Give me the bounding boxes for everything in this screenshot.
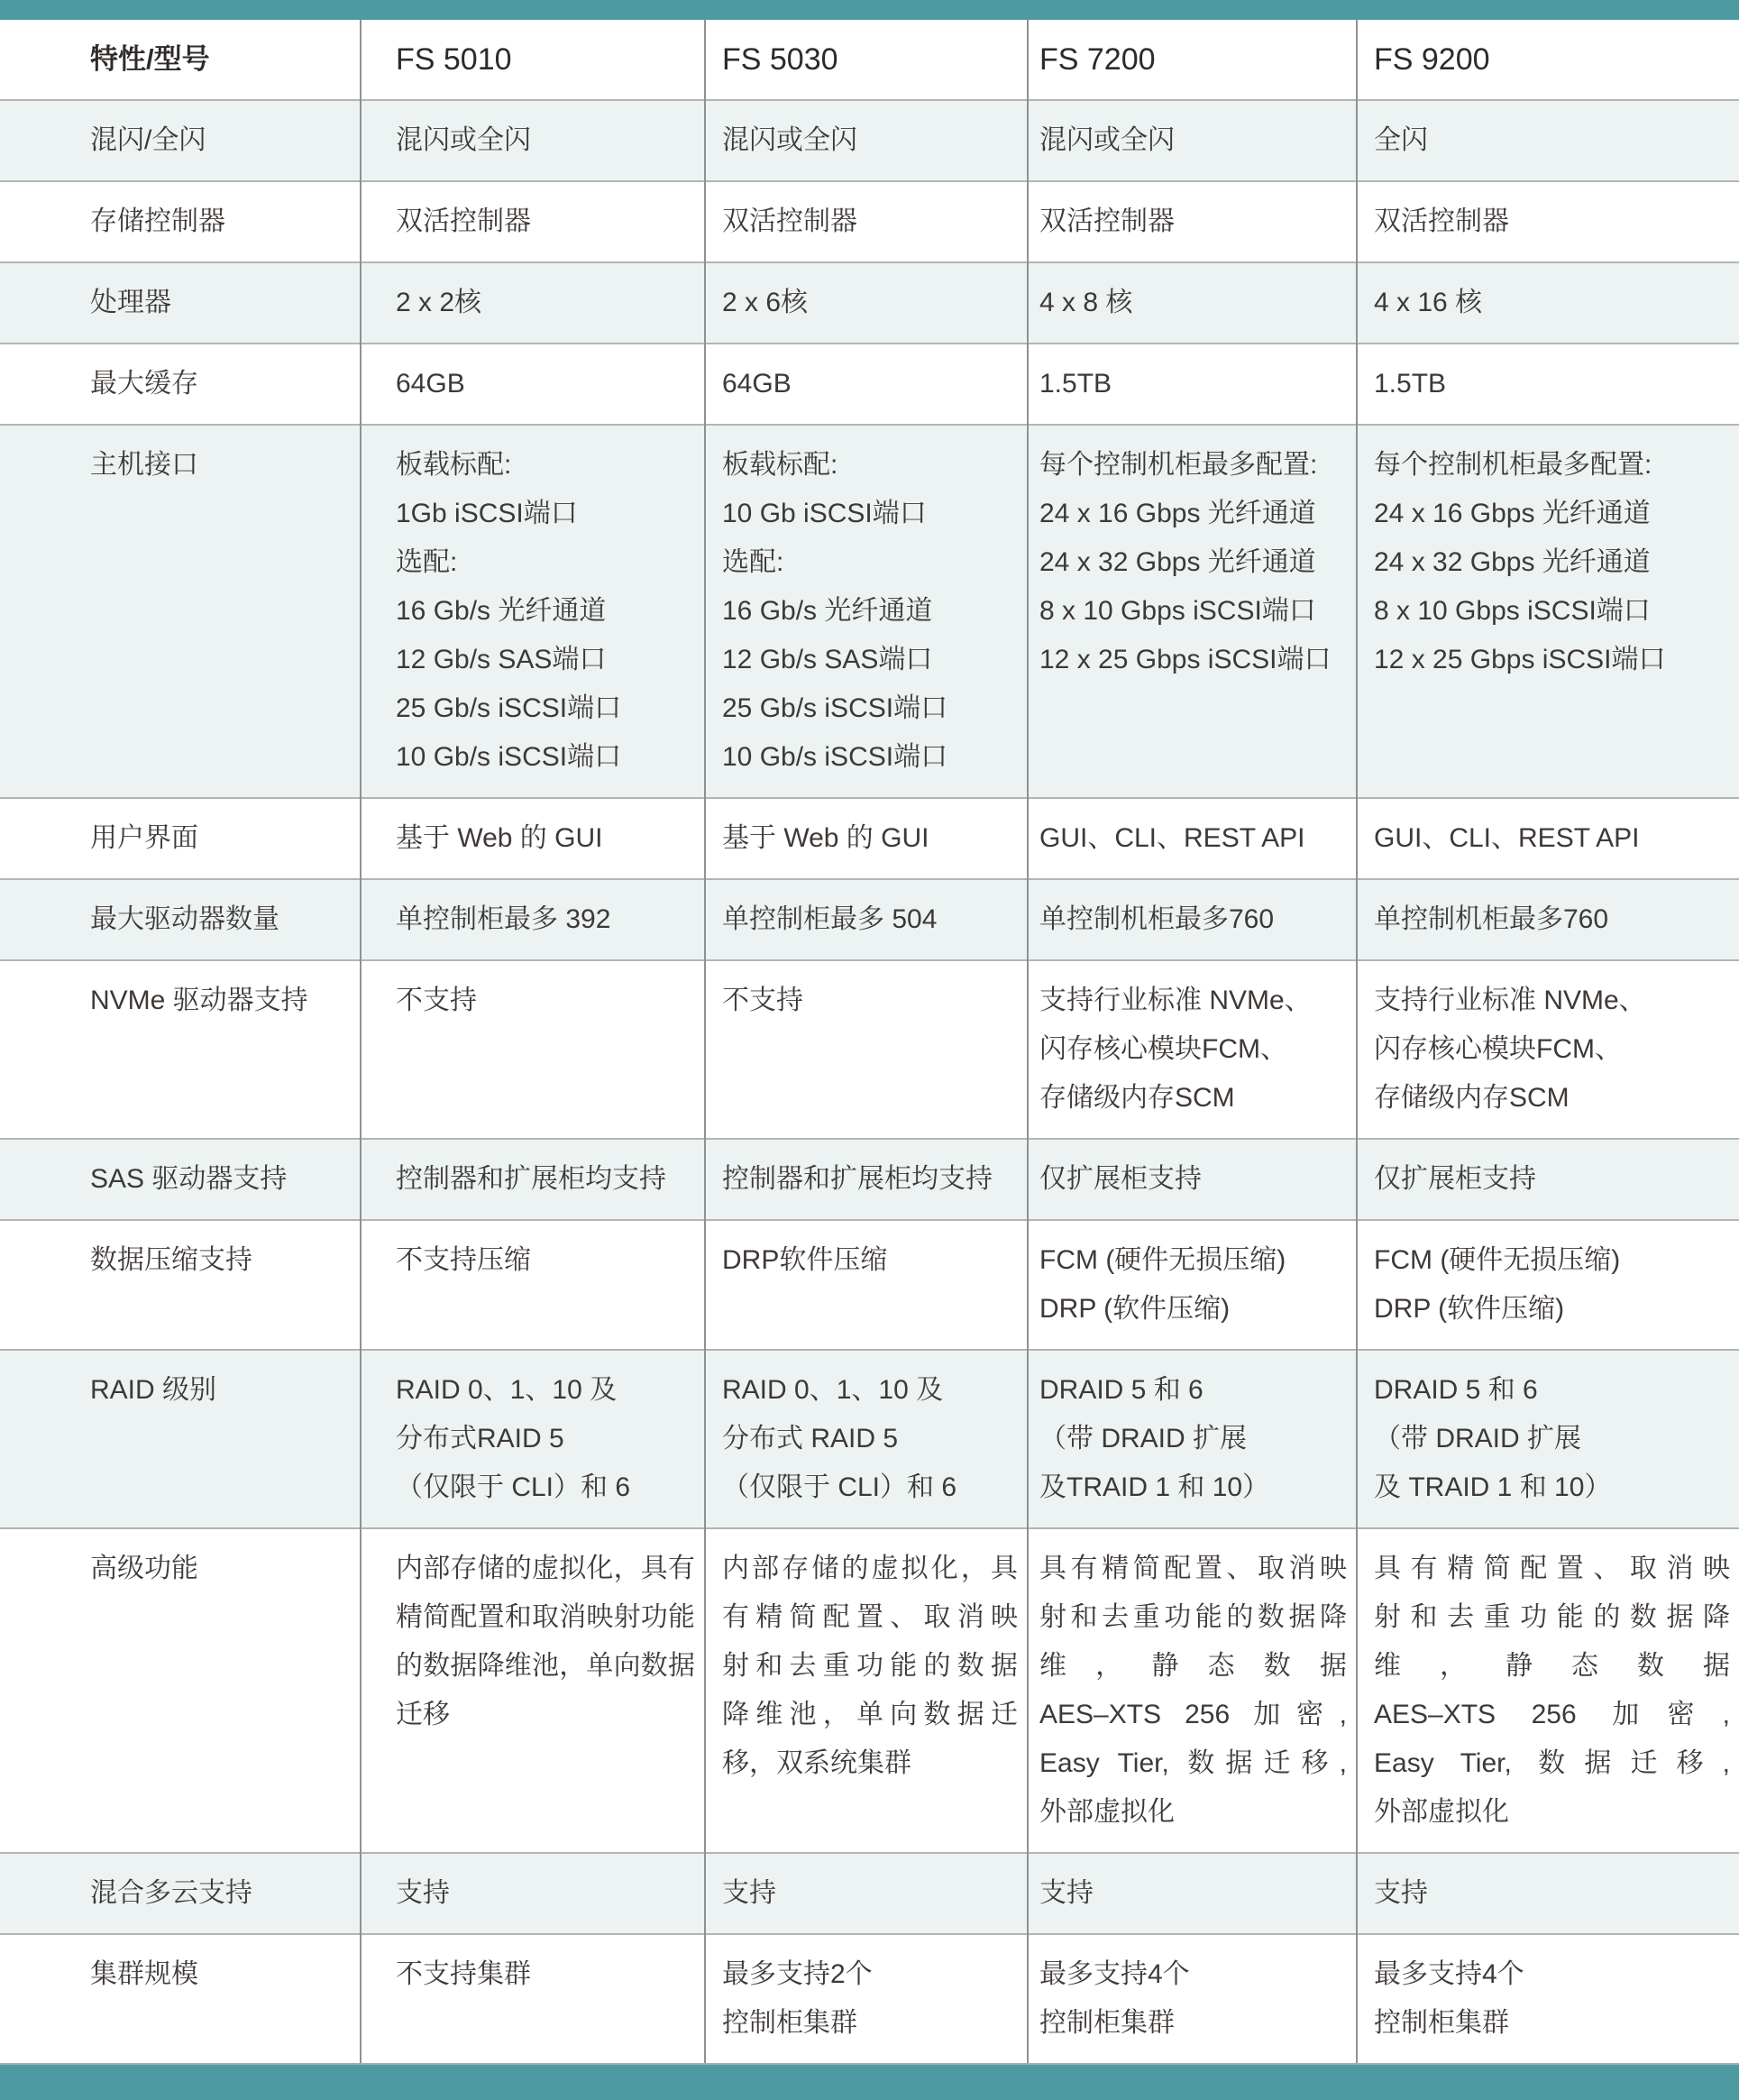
cell-line: 迁移 — [396, 1700, 450, 1729]
cell-line: 及 TRAID 1 和 10） — [1374, 1472, 1612, 1502]
table-body — [0, 100, 1739, 2064]
cell-line: 维，静态数据 — [1374, 1651, 1730, 1681]
cell-line: 24 x 16 Gbps 光纤通道 — [1039, 499, 1316, 528]
row-label: 用户界面 — [0, 798, 361, 879]
table-cell — [1357, 425, 1739, 798]
table-cell — [1357, 1528, 1739, 1853]
cell-line: 16 Gb/s 光纤通道 — [722, 596, 933, 626]
table-cell: 控制器和扩展柜均支持 — [361, 1139, 705, 1220]
table-cell: 双活控制器 — [1028, 181, 1357, 262]
cell-line: 8 x 10 Gbps iSCSI端口 — [1039, 596, 1316, 626]
table-row-nvme-support — [0, 960, 1739, 1139]
table-cell — [1357, 1934, 1739, 2064]
cell-line: DRP (软件压缩) — [1374, 1294, 1565, 1324]
table-cell: 单控制机柜最多760 — [1357, 879, 1739, 960]
table-cell: 支持 — [361, 1853, 705, 1934]
table-cell — [705, 425, 1028, 798]
cell-line: 有精简配置、取消映 — [722, 1602, 1018, 1632]
row-label: 混闪/全闪 — [0, 100, 361, 181]
table-cell: 64GB — [361, 344, 705, 425]
cell-line: 外部虚拟化 — [1374, 1797, 1509, 1827]
table-cell: 1.5TB — [1357, 344, 1739, 425]
row-label: SAS 驱动器支持 — [0, 1139, 361, 1220]
cell-line: 24 x 16 Gbps 光纤通道 — [1374, 499, 1651, 528]
table-cell: 仅扩展柜支持 — [1357, 1139, 1739, 1220]
cell-line: （仅限于 CLI）和 6 — [722, 1472, 957, 1502]
cell-line: 具有精简配置、取消映 — [1374, 1554, 1730, 1583]
cell-line: 选配: — [396, 547, 458, 577]
cell-line: AES–XTS 256 加密, — [1374, 1700, 1730, 1729]
header-fs7200: FS 7200 — [1028, 20, 1357, 100]
cell-line: （仅限于 CLI）和 6 — [396, 1472, 631, 1502]
cell-line: Easy Tier, 数据迁移, — [1374, 1748, 1730, 1778]
cell-line: 24 x 32 Gbps 光纤通道 — [1039, 547, 1316, 577]
table-cell — [1357, 1220, 1739, 1350]
table-cell — [361, 425, 705, 798]
table-cell: GUI、CLI、REST API — [1028, 798, 1357, 879]
table-cell: 混闪或全闪 — [1028, 100, 1357, 181]
table-cell: GUI、CLI、REST API — [1357, 798, 1739, 879]
cell-line: 存储级内存SCM — [1374, 1083, 1570, 1113]
cell-line: 的数据降维池，单向数据 — [396, 1651, 695, 1681]
cell-line: 外部虚拟化 — [1039, 1797, 1175, 1827]
cell-line: DRAID 5 和 6 — [1039, 1375, 1204, 1405]
cell-line: 板载标配: — [396, 450, 512, 480]
table-cell — [1028, 960, 1357, 1139]
cell-line: （带 DRAID 扩展 — [1039, 1424, 1248, 1453]
cell-line: 12 x 25 Gbps iSCSI端口 — [1374, 645, 1666, 674]
table-cell — [361, 1528, 705, 1853]
cell-line: 每个控制机柜最多配置: — [1374, 450, 1652, 480]
table-cell: 支持 — [1028, 1853, 1357, 1934]
table-cell: DRP软件压缩 — [705, 1220, 1028, 1350]
table-row-raid-levels — [0, 1350, 1739, 1528]
header-feature-model: 特性/型号 — [0, 20, 361, 100]
cell-line: 精简配置和取消映射功能 — [396, 1602, 695, 1632]
cell-line: 选配: — [722, 547, 784, 577]
table-cell: 不支持集群 — [361, 1934, 705, 2064]
table-cell: 混闪或全闪 — [361, 100, 705, 181]
cell-line: 最多支持2个 — [722, 1959, 873, 1989]
table-row-hybrid-cloud — [0, 1853, 1739, 1934]
table-cell — [1028, 1350, 1357, 1528]
table-cell: 双活控制器 — [1357, 181, 1739, 262]
cell-line: 支持行业标准 NVMe、 — [1374, 986, 1646, 1015]
row-label: 高级功能 — [0, 1528, 361, 1853]
row-label: NVMe 驱动器支持 — [0, 960, 361, 1139]
cell-line: 10 Gb iSCSI端口 — [722, 499, 927, 528]
cell-line: AES–XTS 256 加密, — [1039, 1700, 1347, 1729]
cell-line: 12 Gb/s SAS端口 — [396, 645, 607, 674]
spec-comparison-table — [0, 20, 1739, 2065]
cell-line: 内部存储的虚拟化，具 — [722, 1554, 1018, 1583]
table-cell: 单控制机柜最多760 — [1028, 879, 1357, 960]
table-cell: 全闪 — [1357, 100, 1739, 181]
cell-line: 板载标配: — [722, 450, 838, 480]
table-cell: 基于 Web 的 GUI — [361, 798, 705, 879]
table-cell — [1357, 1350, 1739, 1528]
table-cell: 仅扩展柜支持 — [1028, 1139, 1357, 1220]
table-cell: 单控制柜最多 392 — [361, 879, 705, 960]
table-cell: 4 x 8 核 — [1028, 262, 1357, 344]
table-cell — [1028, 1220, 1357, 1350]
header-fs5030: FS 5030 — [705, 20, 1028, 100]
table-cell — [361, 1350, 705, 1528]
row-label: 最大缓存 — [0, 344, 361, 425]
cell-line: 闪存核心模块FCM、 — [1039, 1034, 1287, 1064]
table-cell: 双活控制器 — [705, 181, 1028, 262]
table-cell: 2 x 2核 — [361, 262, 705, 344]
cell-line: DRP (软件压缩) — [1039, 1294, 1231, 1324]
cell-line: 支持行业标准 NVMe、 — [1039, 986, 1312, 1015]
cell-line: 及TRAID 1 和 10） — [1039, 1472, 1270, 1502]
table-cell: 64GB — [705, 344, 1028, 425]
table-header — [0, 20, 1739, 100]
table-cell: 2 x 6核 — [705, 262, 1028, 344]
table-cell — [705, 1350, 1028, 1528]
cell-line: 存储级内存SCM — [1039, 1083, 1235, 1113]
cell-line: 射和去重功能的数据降 — [1374, 1602, 1730, 1632]
table-cell: 支持 — [705, 1853, 1028, 1934]
table-cell: 混闪或全闪 — [705, 100, 1028, 181]
cell-line: DRAID 5 和 6 — [1374, 1375, 1538, 1405]
cell-line: 内部存储的虚拟化，具有 — [396, 1554, 695, 1583]
cell-line: 控制柜集群 — [1374, 2008, 1509, 2038]
row-label: 存储控制器 — [0, 181, 361, 262]
cell-line: 控制柜集群 — [722, 2008, 857, 2038]
table-cell — [1357, 960, 1739, 1139]
cell-line: 10 Gb/s iSCSI端口 — [396, 742, 622, 772]
row-label: 集群规模 — [0, 1934, 361, 2064]
table-row-compression — [0, 1220, 1739, 1350]
table-cell — [1028, 1934, 1357, 2064]
top-accent-bar — [0, 0, 1739, 20]
header-fs5010: FS 5010 — [361, 20, 705, 100]
row-label: 主机接口 — [0, 425, 361, 798]
table-cell: 不支持 — [361, 960, 705, 1139]
cell-line: 维，静态数据 — [1039, 1651, 1347, 1681]
cell-line: （带 DRAID 扩展 — [1374, 1424, 1582, 1453]
row-label: 混合多云支持 — [0, 1853, 361, 1934]
cell-line: 12 x 25 Gbps iSCSI端口 — [1039, 645, 1332, 674]
table-cell: 4 x 16 核 — [1357, 262, 1739, 344]
row-label: 最大驱动器数量 — [0, 879, 361, 960]
cell-line: 16 Gb/s 光纤通道 — [396, 596, 607, 626]
table-row-host-interface — [0, 425, 1739, 798]
table-row-max-drives — [0, 879, 1739, 960]
table-cell: 单控制柜最多 504 — [705, 879, 1028, 960]
cell-line: 移，双系统集群 — [722, 1748, 911, 1778]
table-cell: 双活控制器 — [361, 181, 705, 262]
table-cell — [1028, 1528, 1357, 1853]
table-cell: 1.5TB — [1028, 344, 1357, 425]
table-cell — [705, 1528, 1028, 1853]
cell-line: 25 Gb/s iSCSI端口 — [722, 693, 948, 723]
cell-line: 最多支持4个 — [1039, 1959, 1190, 1989]
table-row-controller — [0, 181, 1739, 262]
cell-line: 24 x 32 Gbps 光纤通道 — [1374, 547, 1651, 577]
table-cell: 基于 Web 的 GUI — [705, 798, 1028, 879]
cell-line: Easy Tier, 数据迁移, — [1039, 1748, 1347, 1778]
table-row-advanced-features — [0, 1528, 1739, 1853]
table-row-processor — [0, 262, 1739, 344]
table-row-max-cache — [0, 344, 1739, 425]
table-cell: 不支持压缩 — [361, 1220, 705, 1350]
cell-line: 25 Gb/s iSCSI端口 — [396, 693, 622, 723]
cell-line: 8 x 10 Gbps iSCSI端口 — [1374, 596, 1651, 626]
cell-line: 控制柜集群 — [1039, 2008, 1175, 2038]
row-label: 处理器 — [0, 262, 361, 344]
table-row-sas-support — [0, 1139, 1739, 1220]
cell-line: 1Gb iSCSI端口 — [396, 499, 578, 528]
cell-line: FCM (硬件无损压缩) — [1039, 1245, 1286, 1275]
cell-line: 分布式 RAID 5 — [722, 1424, 899, 1453]
cell-line: 分布式RAID 5 — [396, 1424, 564, 1453]
cell-line: RAID 0、1、10 及 — [396, 1375, 618, 1405]
cell-line: 每个控制机柜最多配置: — [1039, 450, 1318, 480]
cell-line: 具有精简配置、取消映 — [1039, 1554, 1347, 1583]
cell-line: 10 Gb/s iSCSI端口 — [722, 742, 948, 772]
cell-line: 降维池，单向数据迁 — [722, 1700, 1018, 1729]
cell-line: 射和去重功能的数据 — [722, 1651, 1018, 1681]
header-fs9200: FS 9200 — [1374, 42, 1490, 77]
header-row — [0, 20, 1739, 100]
table-cell: 不支持 — [705, 960, 1028, 1139]
cell-line: 闪存核心模块FCM、 — [1374, 1034, 1622, 1064]
cell-line: RAID 0、1、10 及 — [722, 1375, 944, 1405]
cell-line: 最多支持4个 — [1374, 1959, 1524, 1989]
table-row-user-interface — [0, 798, 1739, 879]
table-cell — [705, 1934, 1028, 2064]
bottom-accent-bar — [0, 2065, 1739, 2100]
cell-line: 12 Gb/s SAS端口 — [722, 645, 933, 674]
row-label: RAID 级别 — [0, 1350, 361, 1528]
table-cell: 控制器和扩展柜均支持 — [705, 1139, 1028, 1220]
cell-line: 射和去重功能的数据降 — [1039, 1602, 1347, 1632]
row-label: 数据压缩支持 — [0, 1220, 361, 1350]
table-row-cluster-scale — [0, 1934, 1739, 2064]
table-cell: 支持 — [1357, 1853, 1739, 1934]
table-cell — [1028, 425, 1357, 798]
table-row-flash-type — [0, 100, 1739, 181]
cell-line: FCM (硬件无损压缩) — [1374, 1245, 1621, 1275]
